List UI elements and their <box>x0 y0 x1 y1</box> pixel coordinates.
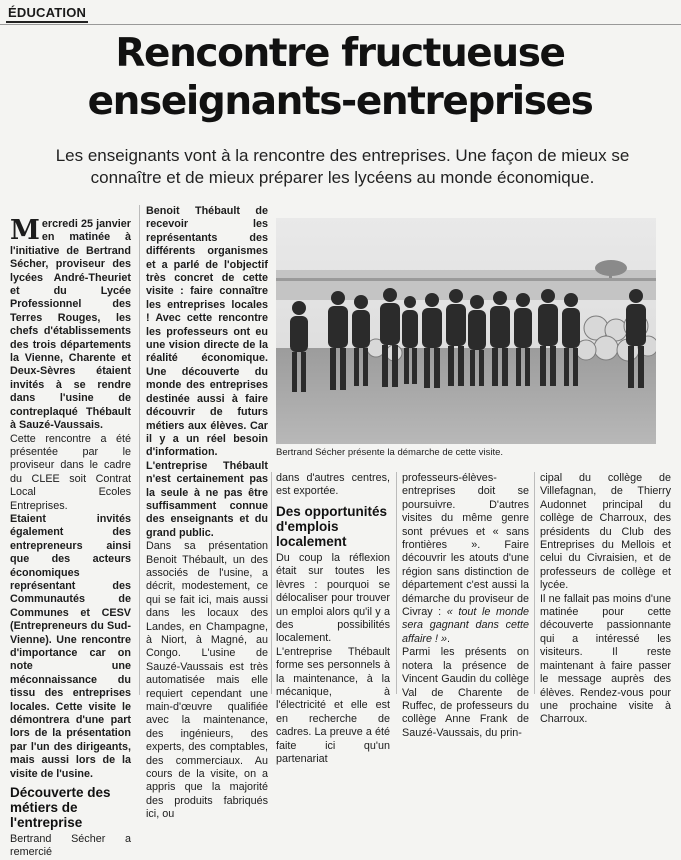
title-line-2: enseignants-entreprises <box>87 79 593 124</box>
col1-subheading: Découverte des métiers de l'entreprise <box>10 785 111 831</box>
column-3 <box>276 500 390 767</box>
article-photo <box>276 218 656 444</box>
col4-quote: « tout le monde sera gagnant dans cette affaire ! » <box>402 606 529 645</box>
column-2 <box>146 205 268 822</box>
col3-para-0: dans d'autres centres, est exportée. <box>276 472 390 498</box>
col2-para-1: Benoit Thébault de recevoir les représentants des différents organismes et a parlé de l'objectif très concret de cette visite : faire connaître les entreprises locales ! Avec cette rencontre les professeurs ont eu une vision directe de la réalité économique. Une découverte du monde des entreprises destinée aussi à faire découvrir de futurs métiers aux élèves. Car il y a un réel besoin d'information. L'entreprise Thébault n'est certainement pas la seule à ne pas être suffisamment connue des enseignants et du grand public. <box>146 205 268 539</box>
col5-para-1: cipal du collège de Villefagnan, de Thierry Audonnet principal du collège de Charroux, des présidents du Club des Entreprises du Mellois et celui du Civraisien, et de professeurs de collège et lycée. <box>540 472 671 592</box>
photo-caption: Bertrand Sécher présente la démarche de cette visite. <box>276 447 504 458</box>
col4-para-2: Parmi les présents on notera la présence de Vincent Gaudin du collège Val de Charente de Ruffec, de professeurs du collège Anne Frank de Sauzé-Vaussais, du prin- <box>402 646 529 739</box>
col3-subheading: Des opportunités d'emplois localement <box>276 504 388 549</box>
section-label: ÉDUCATION <box>6 5 88 23</box>
col1-para-4: Bertrand Sécher a remercié <box>10 833 131 859</box>
top-divider <box>0 24 681 25</box>
column-3-top <box>276 472 390 499</box>
column-rule <box>139 205 140 695</box>
column-1 <box>10 215 131 860</box>
col2-para-2: Dans sa présentation Benoit Thébault, un des associés de l'usine, a décrit, modestement, ce qui se fait ici, mais aussi dans les locaux des Landes, en Champagne, à Niort, à Magné, au Congo. L'usine de Sauzé-Vaussais est très automatisée mais elle requiert cependant une main-d'œuvre qualifiée avec la maintenance, des ingénieurs, des experts, des comptables, des commerciaux. Au cours de la visite, on a appris que la majorité des produits fabriqués ici, ou <box>146 540 268 821</box>
col1-para-3: Etaient invités également des entrepreneurs ainsi que des acteurs économiques représentant des Communautés de Communes et CESV (Entrepreneurs du Sud-Vienne). Une rencontre d'importance car on note une méconnaissance du tissu des entreprises locales. Cette visite le démontrera d'une part lors de la présentation par l'un des dirigeants, mais aussi lors de la visite de l'usine. <box>10 512 131 780</box>
column-rule <box>534 472 535 694</box>
article-lede: Les enseignants vont à la rencontre des entreprises. Une façon de mieux se connaître et de mieux préparer les lycéens au monde économique. <box>55 146 630 187</box>
column-5 <box>540 472 671 727</box>
column-4 <box>402 472 529 740</box>
title-line-1: Rencontre fructueuse <box>115 31 565 76</box>
group-photo-image <box>276 218 656 444</box>
col3-para-1: Du coup la réflexion était sur toutes les lèvres : pourquoi se délocaliser pour trouver un emploi alors qu'il y a des possibilités localement. L'entreprise Thébault forme ses personnels à la maintenance, à la mécanique, à l'électricité et elle est en recherche de cadres. La preuve a été faite ici qu'un partenariat <box>276 552 390 766</box>
article-title <box>40 30 640 126</box>
col1-para-1: Mercredi 25 janvier en matinée à l'initiative de Bertrand Sécher, proviseur des lycées André-Theuriet et du Lycée Professionnel des Terres Rouges, les chefs d'établissements des trois départements la Vienne, Charente et Deux-Sèvres étaient invités à se rendre dans l'usine de contreplaqué Thébault à Sauzé-Vaussais. <box>10 215 131 432</box>
drop-cap: M <box>10 215 40 246</box>
col5-para-2: Il ne fallait pas moins d'une matinée pour cette découverte passionnante qui a intéressé les visiteurs. Il reste maintenant à faire passer le message auprès des élèves. Rendez-vous pour une prochaine visite à Charroux. <box>540 592 671 726</box>
column-rule <box>271 472 272 694</box>
col4-para-1: professeurs-élèves-entreprises doit se poursuivre. D'autres visites du même genre sont prévues et « sans frontières ». Faire découvrir les atouts d'une région sans distinction de département c'est aussi la démarche du proviseur de Civray : « tout le monde sera gagnant dans cette affaire ! ». <box>402 472 529 645</box>
col1-para-2: Cette rencontre a été présentée par le proviseur dans le cadre du CLEE soit Contrat Local Ecoles Entreprises. <box>10 432 131 512</box>
column-rule <box>396 472 397 694</box>
